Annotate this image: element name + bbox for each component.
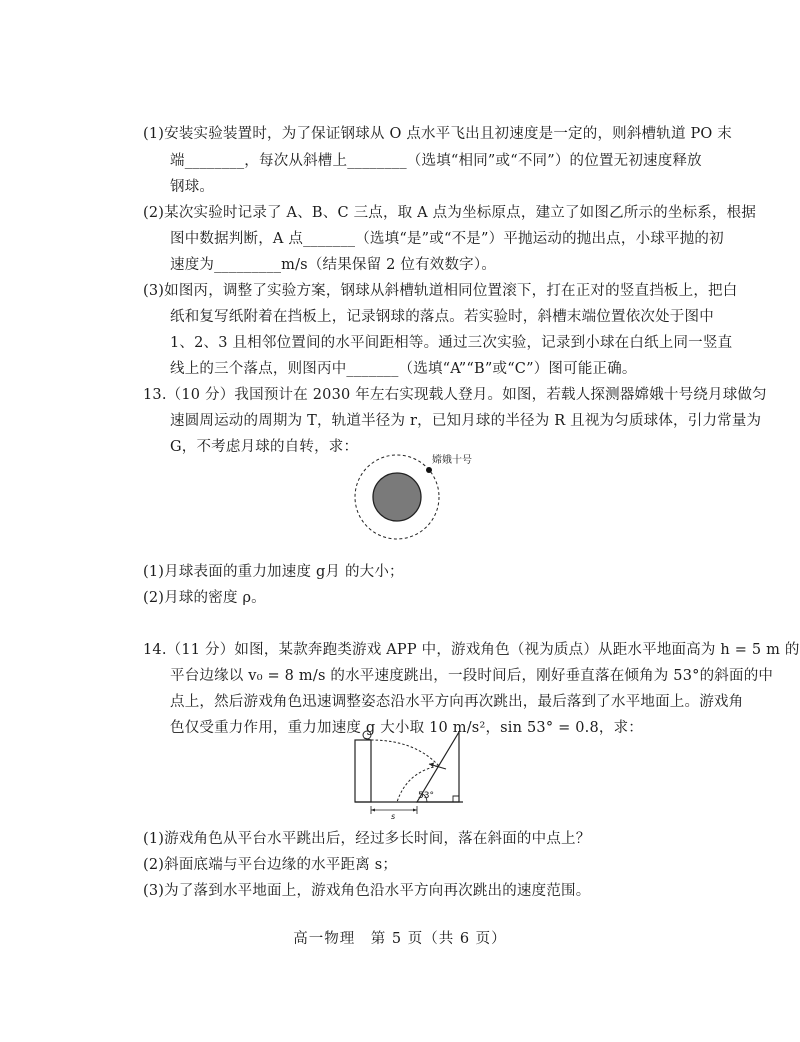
angle-label: 53°	[418, 791, 434, 801]
q12-part2-line2: 图中数据判断，A 点_______（选填“是”或“不是”）平抛运动的抛出点，小球平抛的初	[170, 231, 724, 247]
q14-stem-line2: 平台边缘以 v₀ = 8 m/s 的水平速度跳出，一段时间后，刚好垂直落在倾角为 53°的斜面的中	[170, 668, 774, 684]
q12-part3-line1: (3)如图丙，调整了实验方案，钢球从斜槽轨道相同位置滚下，打在正对的竖直挡板上，把白	[143, 283, 738, 299]
q12-part3-line2: 纸和复写纸附着在挡板上，记录钢球的落点。若实验时，斜槽末端位置依次处于图中	[170, 309, 714, 325]
q12-part2-line1: (2)某次实验时记录了 A、B、C 三点，取 A 点为坐标原点，建立了如图乙所示的坐标系，根据	[143, 205, 757, 221]
q14-stem-line4: 色仅受重力作用，重力加速度 g 大小取 10 m/s²，sin 53° = 0.8，求：	[170, 720, 644, 736]
q13-stem-line3: G，不考虑月球的自转，求：	[170, 439, 359, 455]
q12-part2-line3: 速度为_________m/s（结果保留 2 位有效数字）。	[170, 257, 497, 273]
game-jump-figure	[345, 728, 475, 820]
q14-stem-line1: 14.（11 分）如图，某款奔跑类游戏 APP 中，游戏角色（视为质点）从距水平地面高为 h = 5 m 的	[143, 642, 800, 658]
q13-sub1: (1)月球表面的重力加速度 g月 的大小；	[143, 564, 404, 580]
moon-sphere	[373, 473, 421, 521]
moon-orbit-figure	[340, 448, 480, 548]
q12-part1-line1: (1)安装实验装置时，为了保证钢球从 O 点水平飞出且初速度是一定的，则斜槽轨道 PO 末	[143, 126, 733, 142]
q14-stem-line3: 点上，然后游戏角色迅速调整姿态沿水平方向再次跳出，最后落到了水平地面上。游戏角	[170, 694, 744, 710]
right-angle-mark	[453, 796, 459, 802]
q14-sub1: (1)游戏角色从平台水平跳出后，经过多长时间，落在斜面的中点上？	[143, 831, 591, 847]
platform	[355, 740, 371, 802]
jump-trajectory-1	[371, 740, 439, 766]
distance-s-label: s	[391, 812, 396, 820]
q12-part1-line2: 端________，每次从斜槽上________（选填“相同”或“不同”）的位置无初速度释放	[170, 153, 702, 169]
page-footer: 高一物理 第 5 页（共 6 页）	[293, 931, 507, 947]
probe-label: 嫦娥十号	[432, 455, 472, 466]
q12-part1-line3: 钢球。	[170, 179, 215, 195]
q13-stem-line1: 13.（10 分）我国预计在 2030 年左右实现载人登月。如图，若载人探测器嫦娥十号绕月球做匀	[143, 387, 767, 403]
q12-part3-line3: 1、2、3 且相邻位置间的水平间距相等。通过三次实验，记录到小球在白纸上同一竖直	[170, 335, 733, 351]
q14-sub2: (2)斜面底端与平台边缘的水平距离 s；	[143, 857, 398, 873]
q13-stem-line2: 速圆周运动的周期为 T，轨道半径为 r，已知月球的半径为 R 且视为匀质球体，引力常量为	[170, 413, 762, 429]
q13-sub2: (2)月球的密度 ρ。	[143, 590, 266, 606]
q14-sub3: (3)为了落到水平地面上，游戏角色沿水平方向再次跳出的速度范围。	[143, 883, 591, 899]
probe-dot	[426, 467, 432, 473]
q12-part3-line4: 线上的三个落点，则图丙中_______（选填“A”“B”或“C”）图可能正确。	[170, 361, 637, 377]
